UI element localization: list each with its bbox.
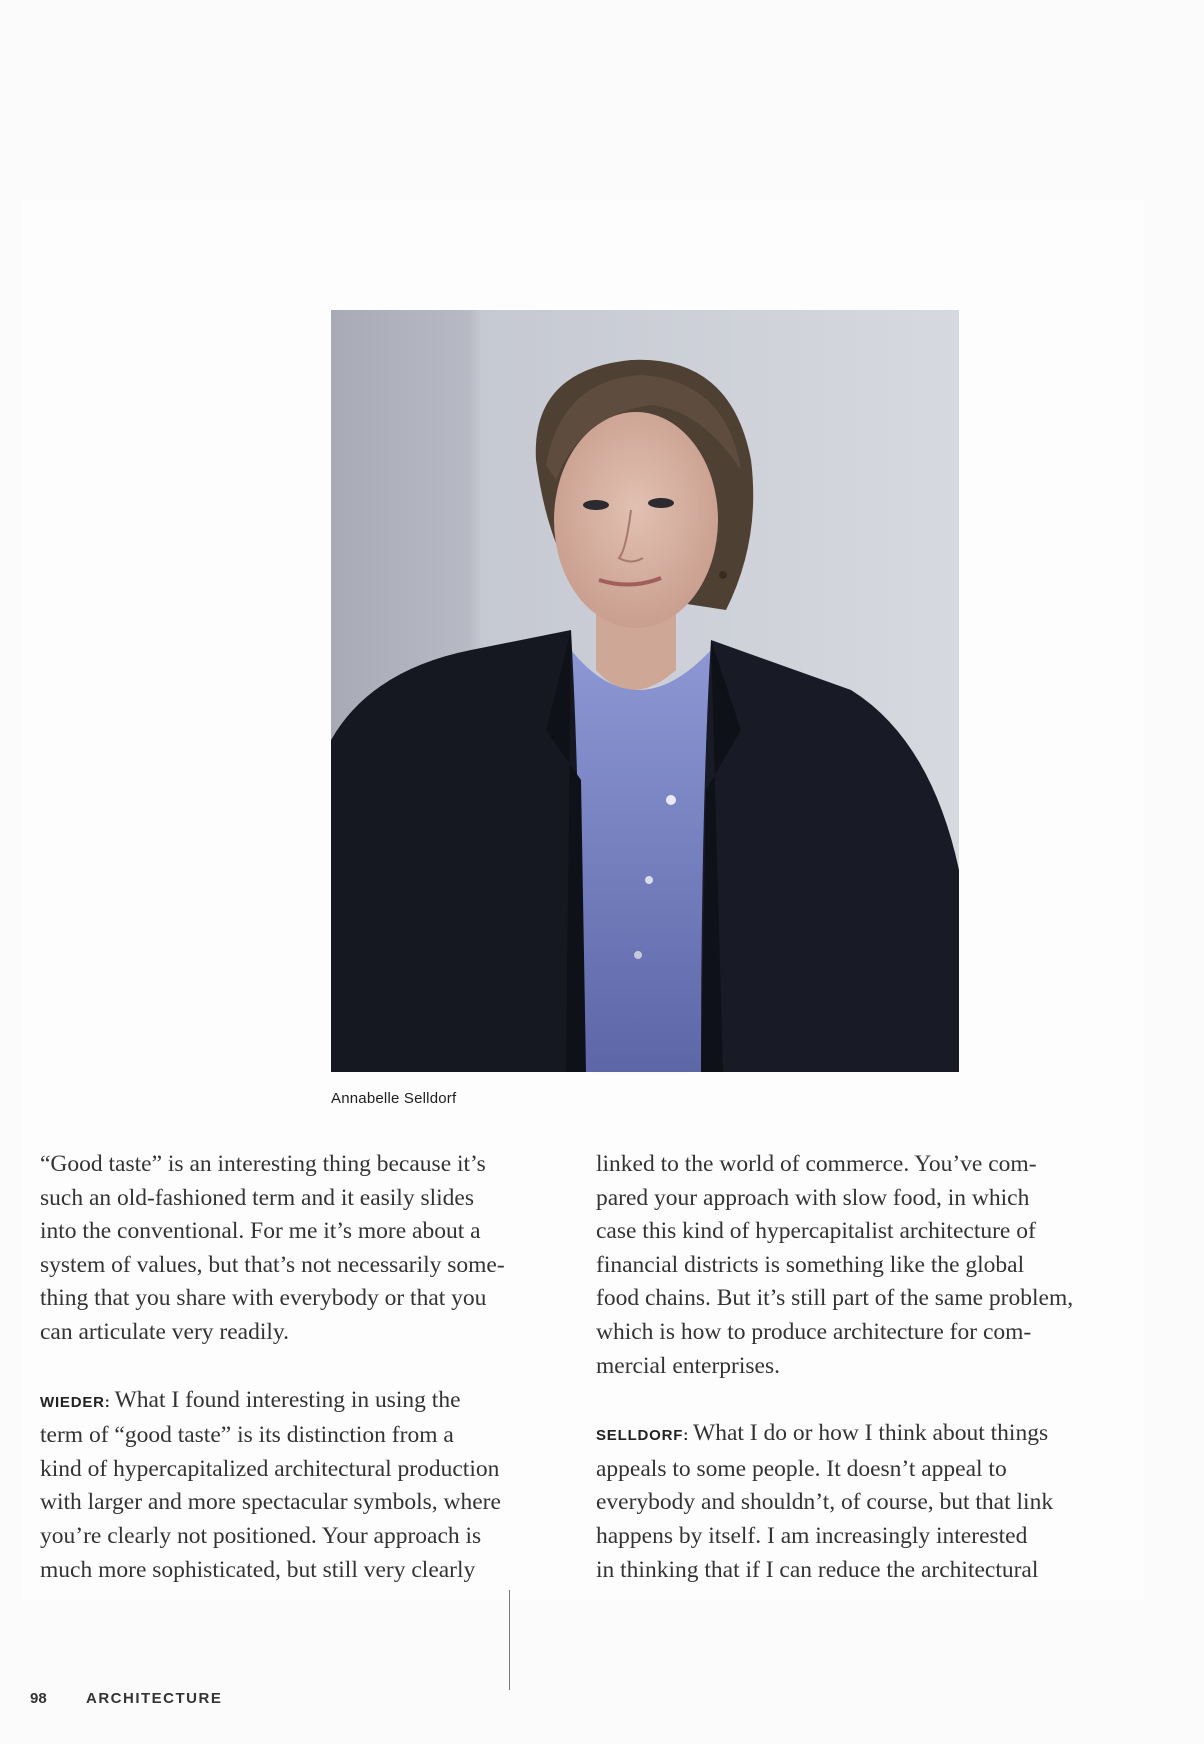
section-title: ARCHITECTURE	[86, 1690, 223, 1707]
right-text-column	[596, 1148, 1116, 1621]
text-line: thing that you share with everybody or that you	[40, 1285, 487, 1312]
gutter-divider	[509, 1590, 510, 1690]
text-line: appeals to some people. It doesn’t appeal to	[596, 1455, 1007, 1482]
paragraph	[40, 1384, 560, 1588]
text-line: mercial enterprises.	[596, 1352, 780, 1379]
portrait-photo	[331, 310, 959, 1072]
text-line: financial districts is something like the global	[596, 1251, 1025, 1278]
text-line: you’re clearly not positioned. Your approach is	[40, 1522, 482, 1549]
text-line: with larger and more spectacular symbols, where	[40, 1489, 501, 1516]
photo-caption: Annabelle Selldorf	[331, 1090, 457, 1107]
speaker-label: SELLDORF:	[596, 1427, 690, 1445]
portrait-icon	[331, 310, 959, 1072]
text-line-content: What I found interesting in using the	[114, 1386, 461, 1413]
paragraph	[596, 1417, 1116, 1587]
text-line: happens by itself. I am increasingly interested	[596, 1522, 1028, 1549]
text-line: kind of hypercapitalized architectural production	[40, 1455, 500, 1482]
speaker-label: WIEDER:	[40, 1393, 111, 1411]
paragraph	[40, 1148, 560, 1350]
text-line: much more sophisticated, but still very clearly	[40, 1556, 476, 1583]
text-line: everybody and shouldn’t, of course, but that link	[596, 1489, 1054, 1516]
page-number: 98	[30, 1690, 47, 1707]
text-line: into the conventional. For me it’s more about a	[40, 1218, 481, 1245]
text-line: case this kind of hypercapitalist architecture of	[596, 1218, 1036, 1245]
text-line: term of “good taste” is its distinction from a	[40, 1422, 454, 1449]
text-line	[40, 1384, 560, 1420]
text-line: which is how to produce architecture for com-	[596, 1318, 1032, 1345]
text-line: system of values, but that’s not necessarily some-	[40, 1251, 505, 1278]
left-text-column	[40, 1148, 560, 1621]
text-line: such an old-fashioned term and it easily slides	[40, 1184, 474, 1211]
paragraph	[596, 1148, 1116, 1383]
text-line: can articulate very readily.	[40, 1318, 289, 1345]
text-line: pared your approach with slow food, in which	[596, 1184, 1030, 1211]
text-line	[596, 1417, 1116, 1453]
text-line-content: What I do or how I think about things	[693, 1420, 1049, 1447]
text-line: food chains. But it’s still part of the same problem,	[596, 1285, 1074, 1312]
text-line: in thinking that if I can reduce the architectural	[596, 1556, 1039, 1583]
text-line: linked to the world of commerce. You’ve com-	[596, 1151, 1037, 1177]
text-line: “Good taste” is an interesting thing because it’s	[40, 1151, 486, 1177]
